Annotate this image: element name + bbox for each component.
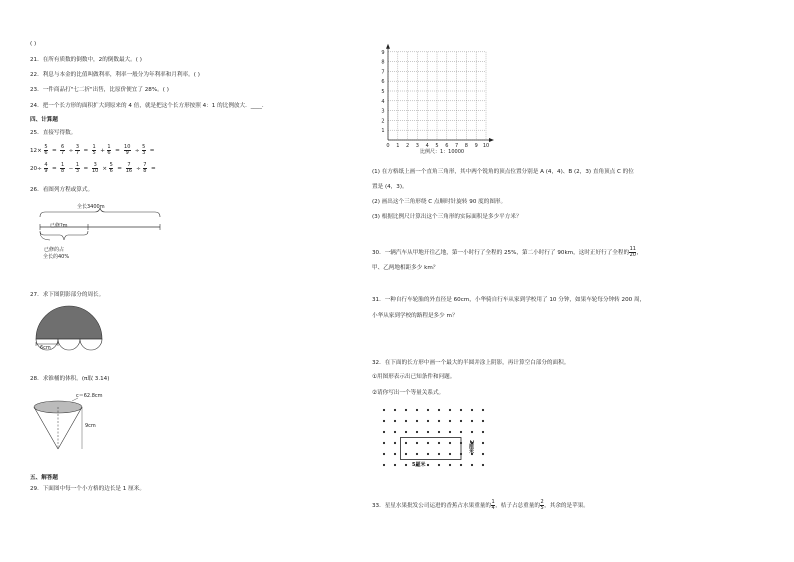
section-4-heading: 四、计算题 bbox=[30, 117, 58, 123]
x-tick-label: 10 bbox=[482, 143, 490, 149]
x-tick-label: 0 bbox=[386, 143, 390, 149]
grid-dot bbox=[482, 464, 484, 466]
grid-dot bbox=[482, 420, 484, 422]
grid-dot bbox=[416, 453, 418, 455]
grid-dot bbox=[383, 453, 385, 455]
grid-dot bbox=[449, 464, 451, 466]
x-tick-label: 1 bbox=[396, 143, 400, 149]
rect-width-label: 5厘米 bbox=[412, 462, 426, 468]
paren-blank: ( ) bbox=[30, 41, 37, 47]
grid-dot bbox=[460, 420, 462, 422]
grid-dot bbox=[405, 442, 407, 444]
grid-dot bbox=[449, 420, 451, 422]
question-24: 24．把一个长方形的面积扩大到原来的 4 倍，就是把这个长方形按照 4：1 的比例放大．____. bbox=[30, 103, 264, 109]
question-21: 21．在所有质数的倒数中，2的倒数最大。( ) bbox=[30, 57, 142, 63]
grid-dot bbox=[405, 464, 407, 466]
diagram-done-label: 已修?m bbox=[50, 223, 68, 229]
grid-dot bbox=[394, 420, 396, 422]
grid-dot bbox=[416, 420, 418, 422]
grid-dot bbox=[438, 453, 440, 455]
grid-dot bbox=[449, 453, 451, 455]
grid-dot bbox=[471, 431, 473, 433]
cone-height: 9cm bbox=[85, 423, 96, 429]
rectangle bbox=[401, 438, 462, 460]
fraction: $\frac{1}{4}$ bbox=[491, 499, 495, 511]
part-2: (2) 画出这个三角形绕 C 点顺时针旋转 90 度的图形。 bbox=[372, 199, 507, 205]
y-tick-label: 3 bbox=[381, 108, 385, 115]
part-1-line-2: 置是 (4，3)。 bbox=[372, 184, 408, 190]
calc-text: 12× bbox=[30, 148, 42, 154]
fraction: $\frac{4}{9}$ bbox=[44, 162, 48, 174]
diagram-label-1: 已修的占 bbox=[44, 247, 65, 253]
grid-dot bbox=[394, 453, 396, 455]
grid-dot bbox=[449, 409, 451, 411]
x-tick-label: 6 bbox=[445, 143, 449, 149]
x-tick-label: 8 bbox=[464, 143, 468, 149]
grid-dot bbox=[460, 409, 462, 411]
y-tick-label: 5 bbox=[381, 89, 385, 95]
grid-dot bbox=[416, 431, 418, 433]
question-32: 32．在下面的长方形中画一个最大的半圆并涂上阴影，再计算空白部分的面积。 bbox=[372, 360, 570, 366]
grid-dot bbox=[460, 464, 462, 466]
grid-dot bbox=[438, 420, 440, 422]
question-30-line-2: 甲、乙两地相距多少 km？ bbox=[372, 265, 439, 271]
grid-dot bbox=[416, 409, 418, 411]
grid-dot bbox=[471, 464, 473, 466]
grid-dot bbox=[405, 409, 407, 411]
section-5-heading: 五、解答题 bbox=[30, 475, 58, 481]
grid-dot bbox=[427, 464, 429, 466]
grid-dot bbox=[383, 464, 385, 466]
fraction: $\frac{11}{20}$ bbox=[629, 246, 636, 258]
grid-dot bbox=[449, 431, 451, 433]
question-25: 25．直接写得数。 bbox=[30, 130, 77, 136]
question-31-line-1: 31．一种自行车轮胎的外直径是 60cm，小华骑自行车从家到学校用了 10 分钟，如果车轮每分钟转 200 周， bbox=[372, 297, 646, 303]
grid-dot bbox=[471, 409, 473, 411]
grid-dot bbox=[405, 431, 407, 433]
question-32-step-2: ②请你写出一个等量关系式。 bbox=[372, 390, 445, 396]
question-33: 33．星星水果批发公司运进的香蕉占水果重量的 $\frac{1}{4}$ ，桔子占总重量的 $\frac{2}{5}$ ，其余的是苹果。 bbox=[372, 499, 589, 511]
grid-dot bbox=[438, 442, 440, 444]
y-tick-label: 4 bbox=[381, 98, 385, 105]
grid-dot bbox=[460, 431, 462, 433]
rect-height-label: 2厘米 bbox=[468, 440, 474, 454]
diagram-total-label: 全长3400m bbox=[77, 204, 105, 210]
grid-dot bbox=[394, 442, 396, 444]
x-tick-label: 2 bbox=[406, 143, 410, 149]
y-tick-label: 6 bbox=[381, 79, 385, 86]
grid-dot bbox=[438, 431, 440, 433]
grid-dot bbox=[394, 409, 396, 411]
grid-dot bbox=[427, 453, 429, 455]
semicircle-label: 6cm bbox=[40, 345, 51, 351]
grid-scale: 比例尺：1：10000 bbox=[420, 149, 465, 155]
y-tick-label: 8 bbox=[381, 59, 385, 66]
part-3: (3) 根据比例尺计算出这个三角形的实际面积是多少平方米？ bbox=[372, 214, 522, 220]
x-tick-label: 3 bbox=[415, 143, 419, 149]
y-tick-label: 9 bbox=[381, 49, 385, 56]
x-tick-label: 5 bbox=[435, 143, 439, 149]
grid-dot bbox=[383, 409, 385, 411]
fraction: $\frac{5}{6}$ bbox=[44, 144, 48, 156]
grid-dot bbox=[438, 464, 440, 466]
calc-text: 20÷ bbox=[30, 166, 42, 172]
grid-dot bbox=[427, 431, 429, 433]
grid-dot bbox=[394, 464, 396, 466]
grid-dot bbox=[427, 409, 429, 411]
grid-dot bbox=[383, 420, 385, 422]
grid-dot bbox=[405, 453, 407, 455]
grid-dot bbox=[438, 409, 440, 411]
y-tick-label: 1 bbox=[381, 128, 385, 135]
question-32-step-1: ①用图形表示出已知条件和问题。 bbox=[372, 374, 456, 380]
grid-dot bbox=[383, 431, 385, 433]
grid-dot bbox=[482, 431, 484, 433]
question-22: 22．利息与本金的比值叫做利率，利率一般分为年利率和月利率。( ) bbox=[30, 72, 200, 78]
question-27: 27．求下图阴影部分的周长。 bbox=[30, 292, 105, 298]
grid-dot bbox=[471, 420, 473, 422]
question-31-line-2: 小华从家到学校的路程是多少 m？ bbox=[372, 313, 458, 319]
grid-dot bbox=[405, 420, 407, 422]
cone-circumference: c＝62.8cm bbox=[76, 393, 103, 399]
grid-dot bbox=[482, 442, 484, 444]
grid-dot bbox=[449, 442, 451, 444]
y-tick-label: 7 bbox=[381, 69, 385, 76]
question-30-line-1: 30．一辆汽车从甲地开往乙地，第一小时行了全程的 25%，第二小时行了 90km，这时正好行了全程的 $\frac{11}{20}$ ， bbox=[372, 246, 643, 258]
grid-dot bbox=[394, 431, 396, 433]
question-29: 29．下面图中每一个小方格的边长是 1 厘米。 bbox=[30, 486, 145, 492]
x-tick-label: 9 bbox=[474, 143, 478, 149]
grid-dot bbox=[416, 442, 418, 444]
grid-dot bbox=[482, 453, 484, 455]
grid-dot bbox=[383, 442, 385, 444]
question-23: 23．一件商品打"七二折"出售，比原价便宜了 28%。( ) bbox=[30, 87, 169, 93]
x-tick-label: 7 bbox=[455, 143, 459, 149]
diagram-label-2: 全长的40% bbox=[43, 254, 70, 260]
x-tick-label: 4 bbox=[425, 143, 429, 149]
fraction: $\frac{2}{5}$ bbox=[540, 499, 544, 511]
question-28: 28．求锥桶的体积。(π取 3.14) bbox=[30, 376, 110, 382]
question-26: 26．看图列方程或算式。 bbox=[30, 187, 94, 193]
calc-row-1: 12× $\frac{5}{6}$ = $\frac{6}{7}$ ÷ $\frac{3}{7}$ = $\frac{1}{5}$ + $\frac{1}{6}$ = $\frac{10}{9}$ ÷ $\frac{5}{3}$ = bbox=[30, 144, 155, 156]
y-tick-label: 2 bbox=[381, 118, 385, 125]
grid-dot bbox=[427, 420, 429, 422]
part-1-line-1: (1) 在方格纸上画一个直角三角形，其中两个锐角的顶点位置分别是 A (4，4)、B (2，3) 直角顶点 C 的位 bbox=[372, 169, 634, 175]
grid-dot bbox=[482, 409, 484, 411]
calc-row-2: 20÷ $\frac{4}{9}$ = $\frac{1}{8}$ − $\frac{1}{3}$ = $\frac{3}{10}$ × $\frac{5}{6}$ = $\frac{7}{16}$ ÷ $\frac{7}{8}$ = bbox=[30, 162, 156, 174]
grid-dot bbox=[427, 442, 429, 444]
